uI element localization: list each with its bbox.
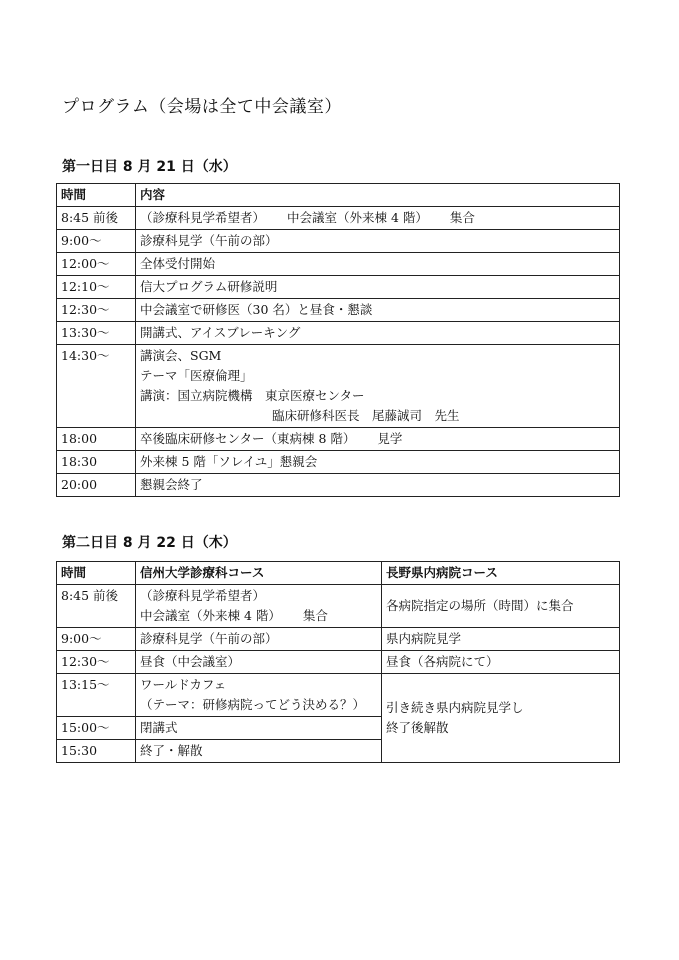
time-cell: 9:00～: [57, 230, 136, 253]
table-row: [57, 345, 620, 428]
content-header: 内容: [136, 184, 620, 207]
page-title: プログラム（会場は全て中会議室）: [62, 97, 342, 117]
time-cell: 13:30～: [57, 322, 136, 345]
time-cell: 20:00: [57, 474, 136, 497]
content-part: 卒後臨床研修センター（東病棟 8 階）: [140, 431, 356, 446]
table-row: [57, 674, 620, 717]
table-row: [57, 230, 620, 253]
time-cell: 8:45 前後: [57, 585, 136, 628]
table-row: [57, 207, 620, 230]
content-cell: 中会議室で研修医（30 名）と昼食・懇談: [136, 299, 620, 322]
time-cell: 12:10～: [57, 276, 136, 299]
time-cell: 15:00～: [57, 717, 136, 740]
table-row: [57, 276, 620, 299]
time-cell: 12:30～: [57, 651, 136, 674]
content-line: 講演会、SGM: [140, 348, 222, 363]
content-part: 集合: [449, 210, 475, 225]
content-line: 引き続き県内病院見学し: [386, 700, 524, 715]
course1-cell: [136, 674, 382, 717]
day1-schedule-table: [56, 183, 620, 497]
course2-header: 長野県内病院コース: [382, 562, 620, 585]
table-row: [57, 651, 620, 674]
table-row: [57, 428, 620, 451]
table-header-row: [57, 562, 620, 585]
content-line: （テーマ：研修病院ってどう決める？）: [140, 697, 366, 712]
content-cell: 信大プログラム研修説明: [136, 276, 620, 299]
table-row: [57, 451, 620, 474]
content-line: （診療科見学希望者）: [140, 588, 266, 603]
content-cell: [136, 207, 620, 230]
content-part: （診療科見学希望者）: [140, 210, 266, 225]
day1-heading: 第一日目 8 月 21 日（水）: [62, 159, 237, 175]
table-row: [57, 322, 620, 345]
course2-cell: 各病院指定の場所（時間）に集合: [382, 585, 620, 628]
course2-cell: 県内病院見学: [382, 628, 620, 651]
time-cell: 14:30～: [57, 345, 136, 428]
content-line: 終了後解散: [386, 720, 449, 735]
course1-cell: 終了・解散: [136, 740, 382, 763]
course1-cell: 昼食（中会議室）: [136, 651, 382, 674]
table-row: [57, 253, 620, 276]
time-cell: 12:00～: [57, 253, 136, 276]
content-part: 中会議室（外来棟 4 階）: [287, 210, 428, 225]
content-line: 講演：国立病院機構 東京医療センター: [140, 388, 365, 403]
time-cell: 18:00: [57, 428, 136, 451]
table-row: [57, 628, 620, 651]
day2-heading: 第二日目 8 月 22 日（木）: [62, 535, 237, 551]
content-cell: 開講式、アイスブレーキング: [136, 322, 620, 345]
content-part: 見学: [377, 431, 403, 446]
content-cell: 懇親会終了: [136, 474, 620, 497]
content-line: ワールドカフェ: [140, 677, 227, 692]
time-cell: 15:30: [57, 740, 136, 763]
time-cell: 18:30: [57, 451, 136, 474]
table-row: [57, 585, 620, 628]
table-row: [57, 474, 620, 497]
content-part: 集合: [302, 608, 328, 623]
course1-cell: 診療科見学（午前の部）: [136, 628, 382, 651]
time-cell: 8:45 前後: [57, 207, 136, 230]
content-cell: [136, 345, 620, 428]
day2-schedule-table: [56, 561, 620, 763]
time-header: 時間: [57, 184, 136, 207]
course1-cell: 閉講式: [136, 717, 382, 740]
time-cell: 12:30～: [57, 299, 136, 322]
content-line: テーマ「医療倫理」: [140, 368, 253, 383]
content-line: 臨床研修科医長 尾藤誠司 先生: [272, 408, 460, 423]
content-cell: 外来棟 5 階「ソレイユ」懇親会: [136, 451, 620, 474]
table-header-row: [57, 184, 620, 207]
content-cell: 診療科見学（午前の部）: [136, 230, 620, 253]
course1-cell: [136, 585, 382, 628]
content-cell: 全体受付開始: [136, 253, 620, 276]
content-cell: [136, 428, 620, 451]
time-cell: 13:15～: [57, 674, 136, 717]
time-header: 時間: [57, 562, 136, 585]
time-cell: 9:00～: [57, 628, 136, 651]
content-line: [140, 606, 375, 626]
course1-header: 信州大学診療科コース: [136, 562, 382, 585]
content-part: 中会議室（外来棟 4 階）: [140, 608, 281, 623]
course2-cell: [382, 674, 620, 763]
course2-cell: 昼食（各病院にて）: [382, 651, 620, 674]
table-row: [57, 299, 620, 322]
